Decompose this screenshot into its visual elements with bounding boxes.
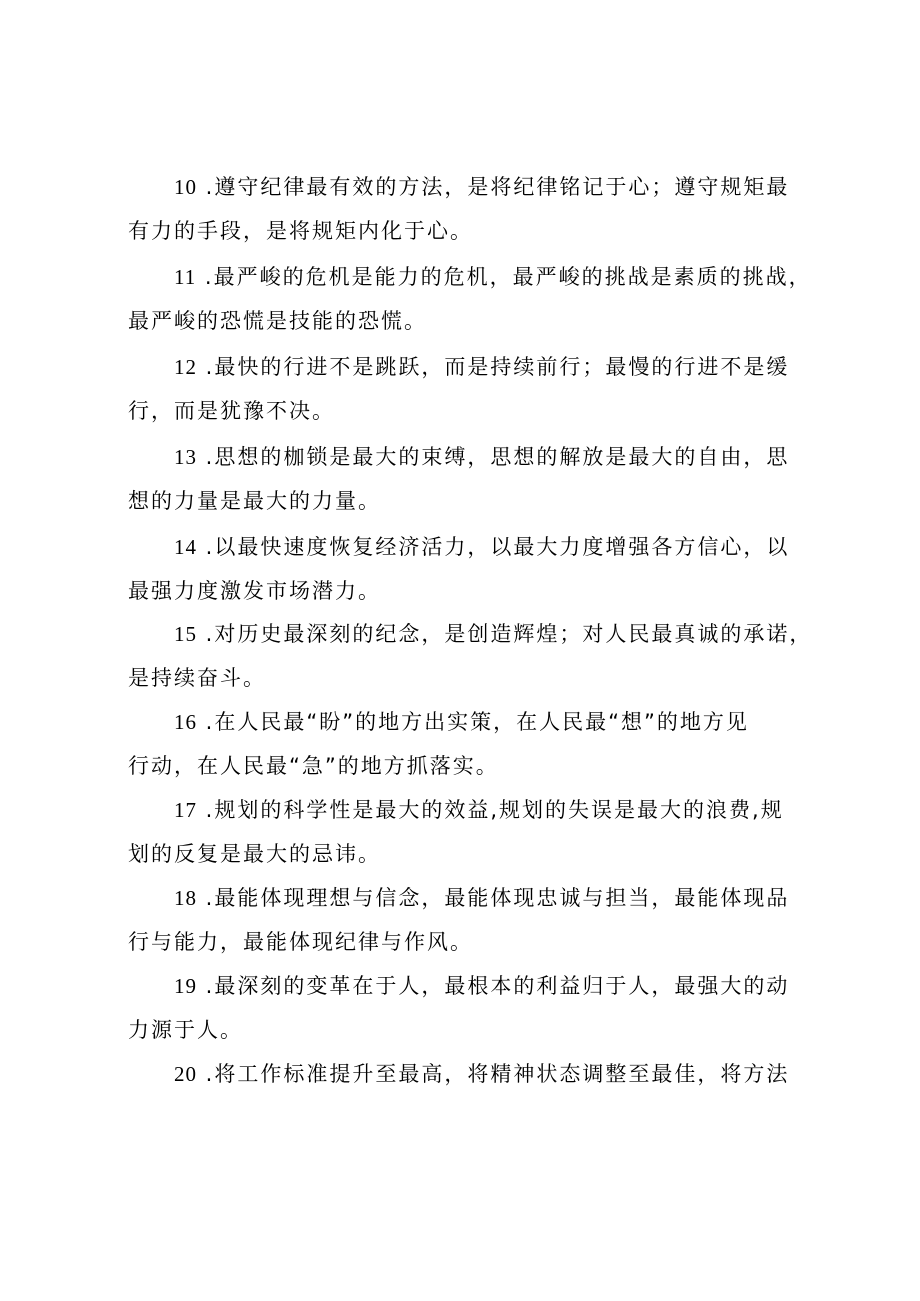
item-line-2: 最强力度激发市场潜力。 bbox=[128, 579, 381, 603]
list-item bbox=[128, 700, 808, 788]
item-line-2: 最严峻的恐慌是技能的恐慌。 bbox=[128, 309, 427, 333]
item-number: 14 bbox=[174, 535, 197, 559]
item-text: .最深刻的变革在于人，最根本的利益归于人，最强大的动 bbox=[197, 974, 790, 998]
item-number: 16 bbox=[174, 710, 197, 734]
item-text: .最严峻的危机是能力的危机，最严峻的挑战是素质的挑战， bbox=[196, 265, 812, 289]
item-line-1 bbox=[128, 255, 812, 299]
item-line-1 bbox=[128, 1052, 808, 1096]
list-item bbox=[128, 435, 808, 523]
item-text: .思想的枷锁是最大的束缚，思想的解放是最大的自由，思 bbox=[197, 445, 790, 469]
list-item bbox=[128, 964, 808, 1052]
item-text: .在人民最“盼”的地方出实策，在人民最“想”的地方见 bbox=[197, 710, 749, 734]
item-number: 20 bbox=[174, 1062, 197, 1086]
list-item bbox=[128, 612, 813, 700]
item-line-2: 行，而是犹豫不决。 bbox=[128, 399, 335, 423]
list-item bbox=[128, 525, 808, 613]
item-number: 19 bbox=[174, 974, 197, 998]
item-line-1 bbox=[128, 612, 813, 656]
item-text: .规划的科学性是最大的效益,规划的失误是最大的浪费,规 bbox=[197, 798, 784, 822]
item-number: 17 bbox=[174, 798, 197, 822]
item-line-1 bbox=[128, 525, 808, 569]
item-text: .最能体现理想与信念，最能体现忠诚与担当，最能体现品 bbox=[197, 886, 790, 910]
item-line-2: 有力的手段，是将规矩内化于心。 bbox=[128, 219, 473, 243]
item-number: 18 bbox=[174, 886, 197, 910]
item-number: 15 bbox=[174, 622, 197, 646]
list-item bbox=[128, 165, 808, 253]
item-line-1 bbox=[128, 876, 808, 920]
list-item bbox=[128, 1052, 808, 1096]
item-line-1 bbox=[128, 435, 808, 479]
item-line-2: 想的力量是最大的力量。 bbox=[128, 489, 381, 513]
item-line-1 bbox=[128, 165, 808, 209]
item-line-1 bbox=[128, 700, 808, 744]
item-text: .对历史最深刻的纪念，是创造辉煌；对人民最真诚的承诺， bbox=[197, 622, 813, 646]
list-item bbox=[128, 255, 812, 343]
item-line-1 bbox=[128, 345, 808, 389]
item-text: .将工作标准提升至最高，将精神状态调整至最佳，将方法 bbox=[197, 1062, 790, 1086]
list-item bbox=[128, 788, 808, 876]
item-line-2: 行与能力，最能体现纪律与作风。 bbox=[128, 930, 473, 954]
item-line-2: 是持续奋斗。 bbox=[128, 666, 266, 690]
item-number: 10 bbox=[174, 175, 197, 199]
item-number: 13 bbox=[174, 445, 197, 469]
item-line-1 bbox=[128, 788, 808, 832]
item-number: 12 bbox=[174, 355, 197, 379]
item-number: 11 bbox=[174, 265, 197, 289]
item-line-2: 力源于人。 bbox=[128, 1018, 243, 1042]
item-line-2: 行动，在人民最“急”的地方抓落实。 bbox=[128, 754, 499, 778]
item-text: .遵守纪律最有效的方法，是将纪律铭记于心；遵守规矩最 bbox=[197, 175, 790, 199]
list-item bbox=[128, 345, 808, 433]
item-line-2: 划的反复是最大的忌讳。 bbox=[128, 842, 381, 866]
item-text: .最快的行进不是跳跃，而是持续前行；最慢的行进不是缓 bbox=[197, 355, 790, 379]
item-line-1 bbox=[128, 964, 808, 1008]
item-text: .以最快速度恢复经济活力，以最大力度增强各方信心，以 bbox=[197, 535, 790, 559]
list-item bbox=[128, 876, 808, 964]
